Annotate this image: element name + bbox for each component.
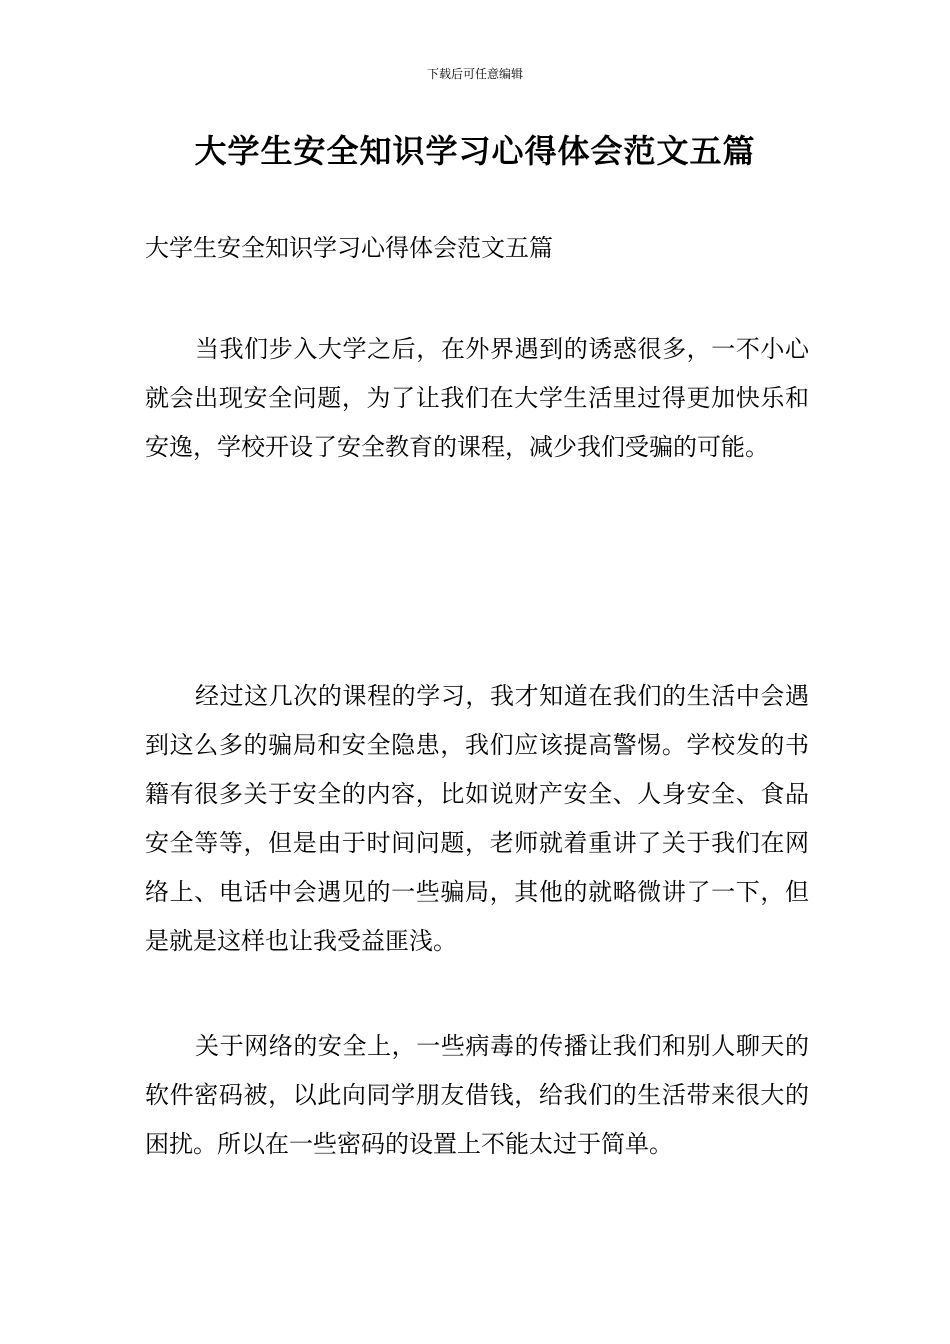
header-note: 下载后可任意编辑	[426, 67, 523, 81]
document-title: 大学生安全知识学习心得体会范文五篇	[194, 132, 756, 170]
document-subtitle: 大学生安全知识学习心得体会范文五篇	[145, 234, 553, 262]
paragraph: 经过这几次的课程的学习，我才知道在我们的生活中会遇到这么多的骗局和安全隐患，我们应该提高警惕。学校发的书籍有很多关于安全的内容，比如说财产安全、人身安全、食品安全等等，但是由于时间问题，老师就着重讲了关于我们在网络上、电话中会遇见的一些骗局，其他的就略微讲了一下，但是就是这样也让我受益匪浅。	[145, 682, 809, 955]
paragraph: 关于网络的安全上，一些病毒的传播让我们和别人聊天的软件密码被，以此向同学朋友借钱，给我们的生活带来很大的困扰。所以在一些密码的设置上不能太过于简单。	[145, 1032, 809, 1158]
paragraph: 当我们步入大学之后，在外界遇到的诱惑很多，一不小心就会出现安全问题，为了让我们在大学生活里过得更加快乐和安逸，学校开设了安全教育的课程，减少我们受骗的可能。	[145, 335, 809, 461]
